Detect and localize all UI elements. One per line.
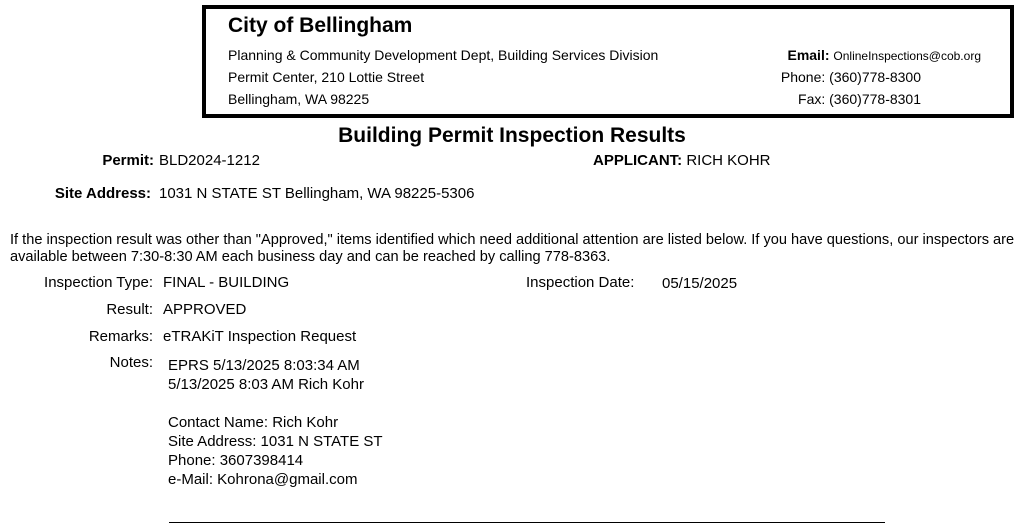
city-name: City of Bellingham xyxy=(228,14,413,37)
fax-line: Fax: (360)778-8301 xyxy=(798,91,921,107)
note-line: 5/13/2025 8:03 AM Rich Kohr xyxy=(168,376,364,393)
inspection-date-value: 05/15/2025 xyxy=(662,275,738,292)
city-zip-line: Bellingham, WA 98225 xyxy=(228,91,370,107)
inspection-date-label: Inspection Date: xyxy=(526,274,635,291)
note-line: e-Mail: Kohrona@gmail.com xyxy=(168,471,358,488)
note-line: Phone: 3607398414 xyxy=(168,452,304,469)
applicant-label: APPLICANT: xyxy=(593,152,683,169)
notes-label: Notes: xyxy=(109,354,153,371)
result-label: Result: xyxy=(106,301,153,318)
note-line: EPRS 5/13/2025 8:03:34 AM xyxy=(168,357,360,374)
address-line: Permit Center, 210 Lottie Street xyxy=(228,69,425,85)
note-line xyxy=(168,394,383,413)
report-title: Building Permit Inspection Results xyxy=(338,124,686,147)
result-value: APPROVED xyxy=(163,301,247,318)
department-line: Planning & Community Development Dept, Building Services Division xyxy=(228,47,659,63)
applicant-block xyxy=(593,152,771,169)
inspection-type-label: Inspection Type: xyxy=(44,274,153,291)
permit-value: BLD2024-1212 xyxy=(159,152,260,169)
note-line: Site Address: 1031 N STATE ST xyxy=(168,433,383,450)
notes-block xyxy=(168,356,383,489)
note-line: Contact Name: Rich Kohr xyxy=(168,414,339,431)
email-label: Email: xyxy=(787,47,830,63)
remarks-value: eTRAKiT Inspection Request xyxy=(163,328,357,345)
site-address-label: Site Address: xyxy=(54,185,151,202)
email-block xyxy=(787,47,981,63)
phone-line: Phone: (360)778-8300 xyxy=(780,69,921,85)
permit-label: Permit: xyxy=(102,152,154,169)
site-address-value: 1031 N STATE ST Bellingham, WA 98225-5306 xyxy=(159,185,475,202)
applicant-value: RICH KOHR xyxy=(686,152,771,169)
remarks-label: Remarks: xyxy=(88,328,153,345)
inspection-type-value: FINAL - BUILDING xyxy=(163,274,290,291)
notice-paragraph: If the inspection result was other than "Approved," items identified which need additional attention are listed below. If you have questions, our inspectors are available between 7:30-8:30 AM each business day and can be reached by calling 778-8363. xyxy=(10,232,1015,265)
bottom-divider xyxy=(169,522,885,523)
email-value[interactable]: OnlineInspections@cob.org xyxy=(833,49,981,63)
